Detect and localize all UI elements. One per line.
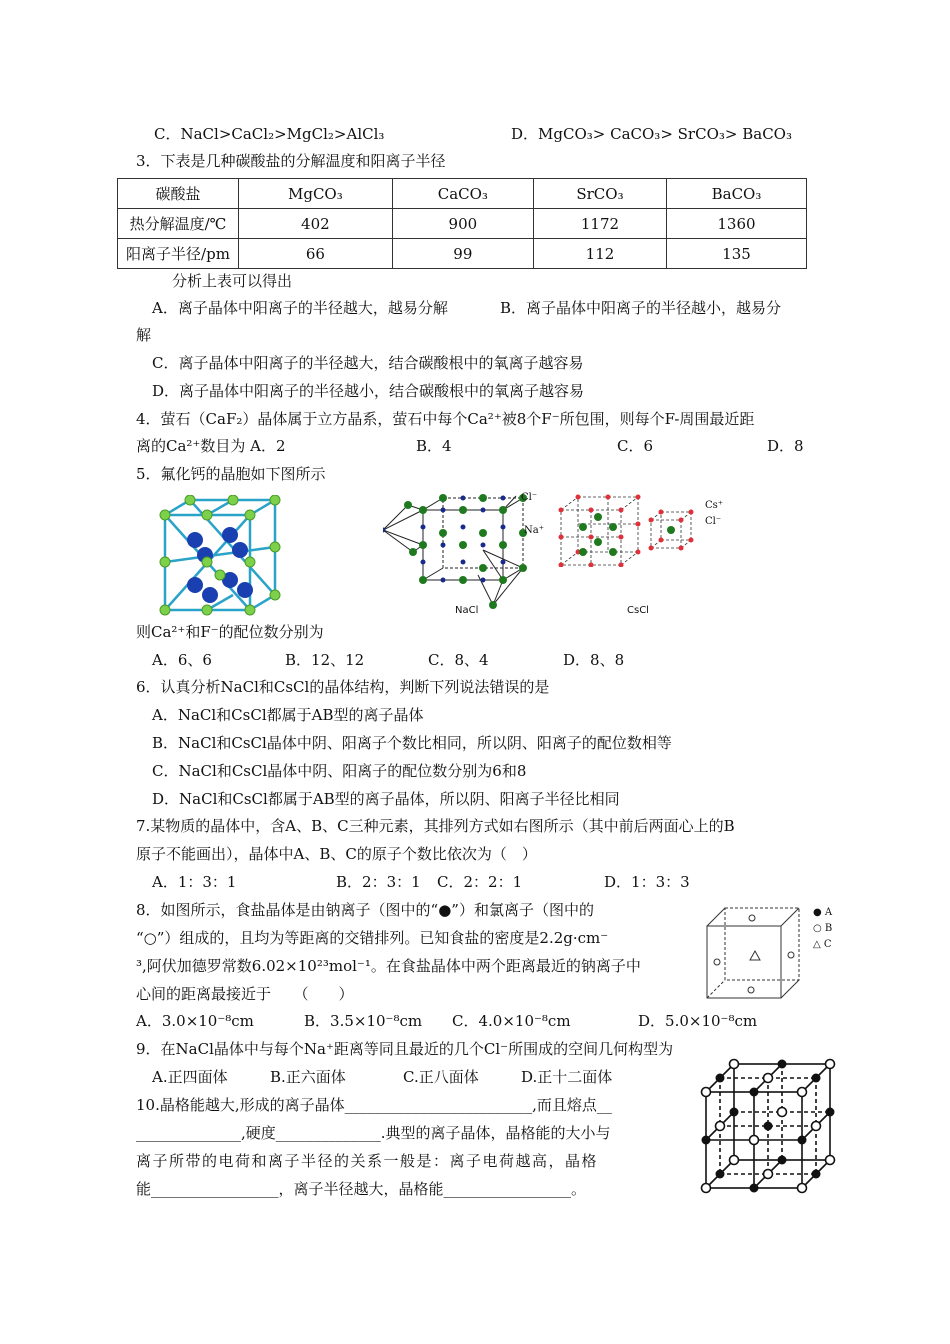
q5-option-d: D．8、8 bbox=[563, 651, 625, 669]
legend-c: △ C bbox=[813, 939, 832, 950]
q3-option-d: D．离子晶体中阳离子的半径越小，结合碳酸根中的氧离子越容易 bbox=[152, 382, 585, 400]
legend-b: ○ B bbox=[813, 923, 833, 934]
q3-option-c: C．离子晶体中阳离子的半径越大，结合碳酸根中的氧离子越容易 bbox=[152, 354, 584, 372]
q8-line1: 8．如图所示，食盐晶体是由钠离子（图中的“●”）和氯离子（图中的 bbox=[136, 901, 594, 919]
cscl-cl-label: Cl⁻ bbox=[705, 516, 722, 527]
table-header-cell: SrCO₃ bbox=[533, 179, 666, 209]
q9-option-b: B.正六面体 bbox=[270, 1068, 346, 1086]
abc-cube-figure bbox=[703, 900, 803, 1000]
table-header-cell: BaCO₃ bbox=[666, 179, 806, 209]
q9-option-c: C.正八面体 bbox=[403, 1068, 479, 1086]
q7-line2: 原子不能画出），晶体中A、B、C的原子个数比依次为（ ） bbox=[136, 845, 537, 863]
q5-stem: 5．氟化钙的晶胞如下图所示 bbox=[136, 465, 326, 483]
q6-stem: 6．认真分析NaCl和CsCl的晶体结构，判断下列说法错误的是 bbox=[136, 678, 550, 696]
q3-stem: 3．下表是几种碳酸盐的分解温度和阳离子半径 bbox=[136, 152, 446, 170]
table-header-cell: 碳酸盐 bbox=[118, 179, 239, 209]
q8-option-c: C．4.0×10⁻⁸cm bbox=[452, 1012, 571, 1030]
q7-option-c: C．2：2：1 bbox=[437, 873, 523, 891]
q4-option-c: C．6 bbox=[617, 437, 654, 455]
carbonate-table bbox=[117, 178, 807, 269]
table-header-cell: CaCO₃ bbox=[392, 179, 533, 209]
q4-option-d: D．8 bbox=[767, 437, 804, 455]
table-cell: 1172 bbox=[533, 209, 666, 239]
table-cell: 900 bbox=[392, 209, 533, 239]
q6-option-d: D．NaCl和CsCl都属于AB型的离子晶体，所以阴、阳离子半径比相同 bbox=[152, 790, 620, 808]
q2-option-d: D．MgCO₃> CaCO₃> SrCO₃> BaCO₃ bbox=[511, 125, 792, 143]
q5-follow: 则Ca²⁺和F⁻的配位数分别为 bbox=[136, 623, 324, 641]
table-cell: 阳离子半径/pm bbox=[118, 239, 239, 269]
q10-line4: 能_________________，离子半径越大，晶格能_________________。 bbox=[136, 1180, 587, 1198]
table-header-row bbox=[118, 179, 807, 209]
q9-option-d: D.正十二面体 bbox=[521, 1068, 613, 1086]
q3-option-b-cont: 解 bbox=[136, 326, 152, 344]
table-cell: 402 bbox=[239, 209, 393, 239]
q8-option-d: D．5.0×10⁻⁸cm bbox=[638, 1012, 758, 1030]
q6-option-b: B．NaCl和CsCl晶体中阴、阳离子个数比相同，所以阴、阳离子的配位数相等 bbox=[152, 734, 672, 752]
q5-option-c: C．8、4 bbox=[428, 651, 489, 669]
nacl-na-label: Na⁺ bbox=[524, 525, 544, 536]
q6-option-a: A．NaCl和CsCl都属于AB型的离子晶体 bbox=[152, 706, 424, 724]
nacl-cl-label: Cl⁻ bbox=[521, 492, 538, 503]
q8-line3: ³,阿伏加德罗常数6.02×10²³mol⁻¹。在食盐晶体中两个距离最近的钠离子中 bbox=[136, 957, 641, 975]
q4-line1: 4．萤石（CaF₂）晶体属于立方晶系，萤石中每个Ca²⁺被8个F⁻所包围，则每个F-周围最近距 bbox=[136, 410, 755, 428]
table-cell: 99 bbox=[392, 239, 533, 269]
q3-option-b: B．离子晶体中阳离子的半径越小，越易分 bbox=[500, 299, 782, 317]
caf2-unit-cell-figure bbox=[155, 495, 285, 620]
cscl-caption: CsCl bbox=[627, 605, 649, 616]
table-cell: 135 bbox=[666, 239, 806, 269]
table-cell: 1360 bbox=[666, 209, 806, 239]
q6-option-c: C．NaCl和CsCl晶体中阴、阳离子的配位数分别为6和8 bbox=[152, 762, 527, 780]
table-cell: 112 bbox=[533, 239, 666, 269]
q8-option-b: B．3.5×10⁻⁸cm bbox=[304, 1012, 423, 1030]
q8-line4: 心间的距离最接近于 （ ） bbox=[136, 985, 354, 1003]
q10-line1: 10.晶格能越大,形成的离子晶体_________________________,而且熔点__ bbox=[136, 1096, 612, 1114]
table-row bbox=[118, 209, 807, 239]
q9-option-a: A.正四面体 bbox=[152, 1068, 228, 1086]
q4-line2: 离的Ca²⁺数目为 A．2 bbox=[136, 437, 286, 455]
cscl-cs-label: Cs⁺ bbox=[705, 500, 724, 511]
q8-line2: “○”）组成的，且均为等距离的交错排列。已知食盐的密度是2.2g·cm⁻ bbox=[136, 929, 609, 947]
q7-option-b: B．2：3：1 bbox=[336, 873, 421, 891]
table-row bbox=[118, 239, 807, 269]
legend-a: ● A bbox=[813, 907, 833, 918]
q9-stem: 9．在NaCl晶体中与每个Na⁺距离等同且最近的几个Cl⁻所围成的空间几何构型为 bbox=[136, 1040, 674, 1058]
q10-line3: 离子所带的电荷和离子半径的关系一般是：离子电荷越高，晶格 bbox=[136, 1152, 599, 1170]
q7-option-a: A．1：3：1 bbox=[152, 873, 237, 891]
q5-option-b: B．12、12 bbox=[285, 651, 365, 669]
q10-line2: ______________,硬度______________.典型的离子晶体，晶格能的大小与 bbox=[136, 1124, 611, 1142]
nacl-lattice-figure bbox=[700, 1058, 840, 1198]
q7-line1: 7.某物质的晶体中，含A、B、C三种元素，其排列方式如右图所示（其中前后两面心上的B bbox=[136, 817, 735, 835]
table-cell: 66 bbox=[239, 239, 393, 269]
q2-option-c: C．NaCl>CaCl₂>MgCl₂>AlCl₃ bbox=[154, 125, 385, 143]
q3-lead: 分析上表可以得出 bbox=[172, 272, 293, 290]
nacl-caption: NaCl bbox=[455, 605, 479, 616]
nacl-structure-figure bbox=[383, 490, 553, 620]
cscl-structure-figure bbox=[556, 492, 701, 567]
q7-option-d: D．1：3：3 bbox=[604, 873, 690, 891]
q4-option-b: B．4 bbox=[416, 437, 452, 455]
table-header-cell: MgCO₃ bbox=[239, 179, 393, 209]
q5-option-a: A．6、6 bbox=[152, 651, 212, 669]
table-cell: 热分解温度/℃ bbox=[118, 209, 239, 239]
q3-option-a: A．离子晶体中阳离子的半径越大，越易分解 bbox=[152, 299, 448, 317]
q8-option-a: A．3.0×10⁻⁸cm bbox=[136, 1012, 254, 1030]
